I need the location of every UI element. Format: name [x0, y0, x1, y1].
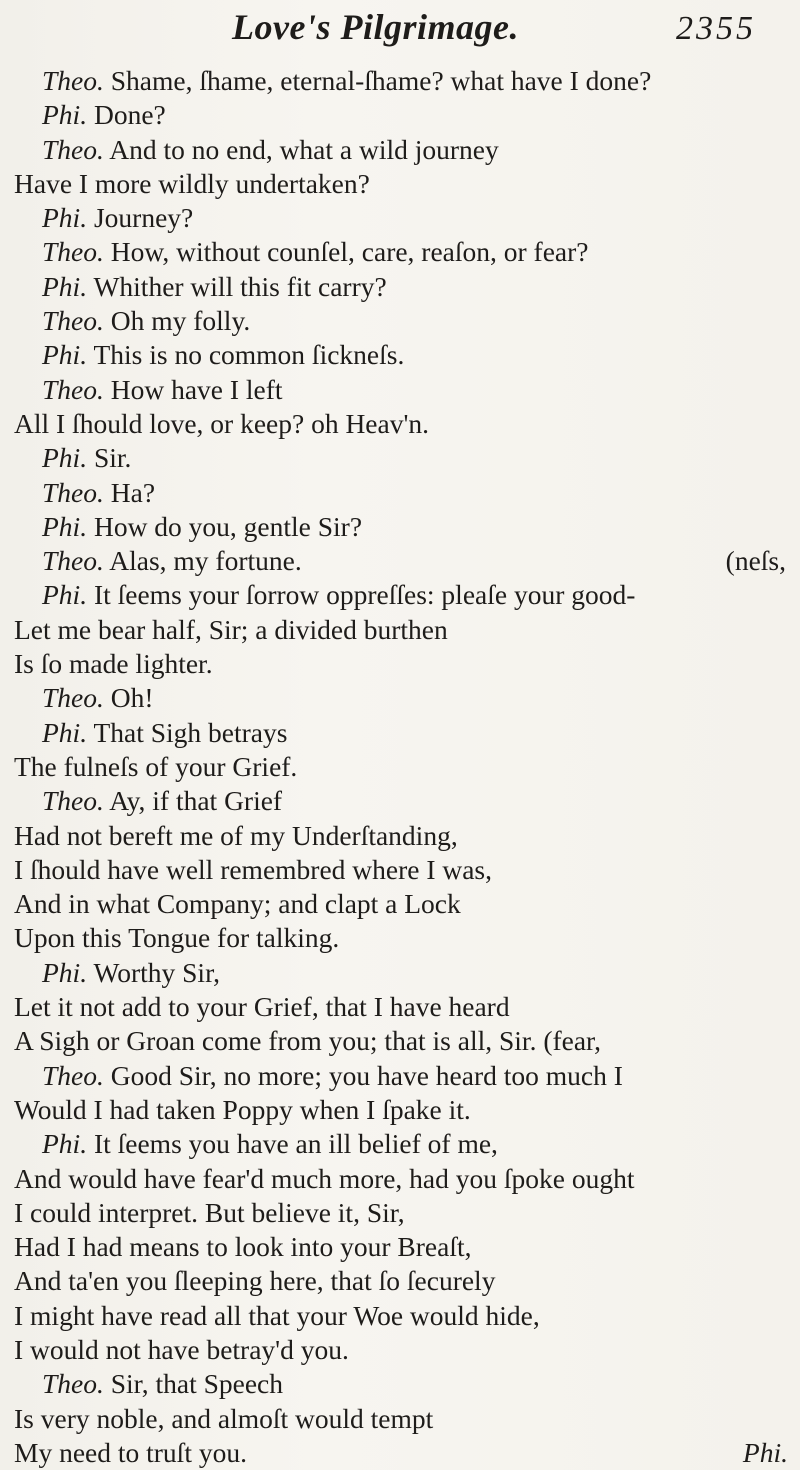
text-line [14, 98, 798, 132]
speaker-name: Phi. [42, 956, 88, 988]
line-text: And ta'en you ſleeping here, that ſo ſecurely [14, 1265, 496, 1297]
page-number: 2355 [676, 10, 756, 47]
line-text: It ſeems your ſorrow oppreſſes: pleaſe your good- [87, 579, 636, 611]
speaker-name: Theo. [42, 305, 104, 337]
text-line [14, 1436, 798, 1470]
text-line [14, 921, 798, 955]
line-text: That Sigh betrays [87, 716, 288, 748]
text-line [14, 613, 798, 647]
speaker-name: Theo. [42, 1368, 104, 1400]
text-line [14, 853, 798, 887]
line-text: Journey? [87, 202, 194, 234]
line-text: Had I had means to look into your Breaſt, [14, 1231, 472, 1263]
text-line [14, 1024, 798, 1058]
text-line [14, 1162, 798, 1196]
line-text: Had not bereft me of my Underſtanding, [14, 819, 458, 851]
text-line [14, 1333, 798, 1367]
text-line [14, 956, 798, 990]
speaker-name: Phi. [42, 1128, 88, 1160]
text-line [14, 1367, 798, 1401]
line-text: I ſhould have well remembred where I was, [14, 853, 493, 885]
line-text: Whither will this fit carry? [87, 270, 387, 302]
text-line [14, 1196, 798, 1230]
text-line [14, 1093, 798, 1127]
line-text: How do you, gentle Sir? [87, 510, 363, 542]
line-text: Let it not add to your Grief, that I have heard [14, 991, 510, 1023]
text-line [14, 1230, 798, 1264]
line-text: How, without counſel, care, reaſon, or fear? [103, 236, 589, 268]
text-line [14, 441, 798, 475]
text-line [14, 1059, 798, 1093]
line-text: Have I more wildly undertaken? [14, 167, 370, 199]
text-line [14, 235, 798, 269]
line-text: This is no common ſickneſs. [87, 339, 405, 371]
line-text: My need to truſt you. [14, 1436, 247, 1468]
line-text: Done? [87, 99, 166, 131]
line-text: The fulneſs of your Grief. [14, 750, 298, 782]
text-line [14, 1264, 798, 1298]
line-text: Is ſo made lighter. [14, 648, 213, 680]
line-text: Is very noble, and almoſt would tempt [14, 1402, 434, 1434]
speaker-name: Phi. [42, 579, 88, 611]
text-line [14, 887, 798, 921]
line-text: I might have read all that your Woe would hide, [14, 1299, 540, 1331]
text-line [14, 784, 798, 818]
line-text: And to no end, what a wild journey [103, 133, 499, 165]
line-text: I would not have betray'd you. [14, 1333, 349, 1365]
speaker-name: Theo. [42, 1059, 104, 1091]
text-line [14, 819, 798, 853]
text-line [14, 544, 798, 578]
line-text: And would have fear'd much more, had you ſpoke ought [14, 1162, 635, 1194]
turnover-fragment: (neſs, [725, 545, 786, 577]
line-text: I could interpret. But believe it, Sir, [14, 1196, 405, 1228]
line-text: Oh my folly. [103, 305, 251, 337]
text-line [14, 270, 798, 304]
speaker-name: Theo. [42, 476, 104, 508]
line-text: Upon this Tongue for talking. [14, 922, 340, 954]
speaker-name: Theo. [42, 133, 104, 165]
speaker-name: Theo. [42, 682, 104, 714]
line-text: Alas, my fortune. [103, 545, 302, 577]
text-line [14, 476, 798, 510]
speaker-name: Theo. [42, 236, 104, 268]
catchword: Phi. [742, 1436, 788, 1468]
text-line [14, 578, 798, 612]
text-line [14, 681, 798, 715]
line-text: Let me bear half, Sir; a divided burthen [14, 613, 448, 645]
play-text [14, 64, 798, 1470]
speaker-name: Theo. [42, 373, 104, 405]
text-line [14, 1127, 798, 1161]
text-line [14, 64, 798, 98]
text-line [14, 750, 798, 784]
line-text: It ſeems you have an ill belief of me, [87, 1128, 498, 1160]
text-line [14, 167, 798, 201]
line-text: Sir. [87, 442, 132, 474]
page-header [0, 6, 800, 62]
line-text: Would I had taken Poppy when I ſpake it. [14, 1093, 471, 1125]
text-line [14, 407, 798, 441]
speaker-name: Phi. [42, 339, 88, 371]
speaker-name: Phi. [42, 716, 88, 748]
running-head: Love's Pilgrimage. [232, 7, 519, 47]
text-line [14, 133, 798, 167]
line-text: Worthy Sir, [87, 956, 220, 988]
text-line [14, 990, 798, 1024]
text-line [14, 338, 798, 372]
line-text: And in what Company; and clapt a Lock [14, 888, 461, 920]
line-text: Ha? [103, 476, 156, 508]
speaker-name: Theo. [42, 65, 104, 96]
line-text: How have I left [103, 373, 283, 405]
line-text: Shame, ſhame, eternal-ſhame? what have I done? [103, 65, 652, 96]
text-line [14, 304, 798, 338]
text-line [14, 716, 798, 750]
speaker-name: Phi. [42, 202, 88, 234]
text-line [14, 510, 798, 544]
line-text: Ay, if that Grief [103, 785, 283, 817]
text-line [14, 201, 798, 235]
line-text: A Sigh or Groan come from you; that is all, Sir. (fear, [14, 1025, 601, 1057]
speaker-name: Phi. [42, 442, 88, 474]
line-text: Oh! [103, 682, 154, 714]
line-text: Good Sir, no more; you have heard too much I [103, 1059, 623, 1091]
line-text: Sir, that Speech [103, 1368, 284, 1400]
text-line [14, 1402, 798, 1436]
speaker-name: Theo. [42, 545, 104, 577]
text-line [14, 373, 798, 407]
text-line [14, 647, 798, 681]
speaker-name: Phi. [42, 510, 88, 542]
speaker-name: Phi. [42, 99, 88, 131]
speaker-name: Theo. [42, 785, 104, 817]
text-line [14, 1299, 798, 1333]
speaker-name: Phi. [42, 270, 88, 302]
line-text: All I ſhould love, or keep? oh Heav'n. [14, 407, 430, 439]
